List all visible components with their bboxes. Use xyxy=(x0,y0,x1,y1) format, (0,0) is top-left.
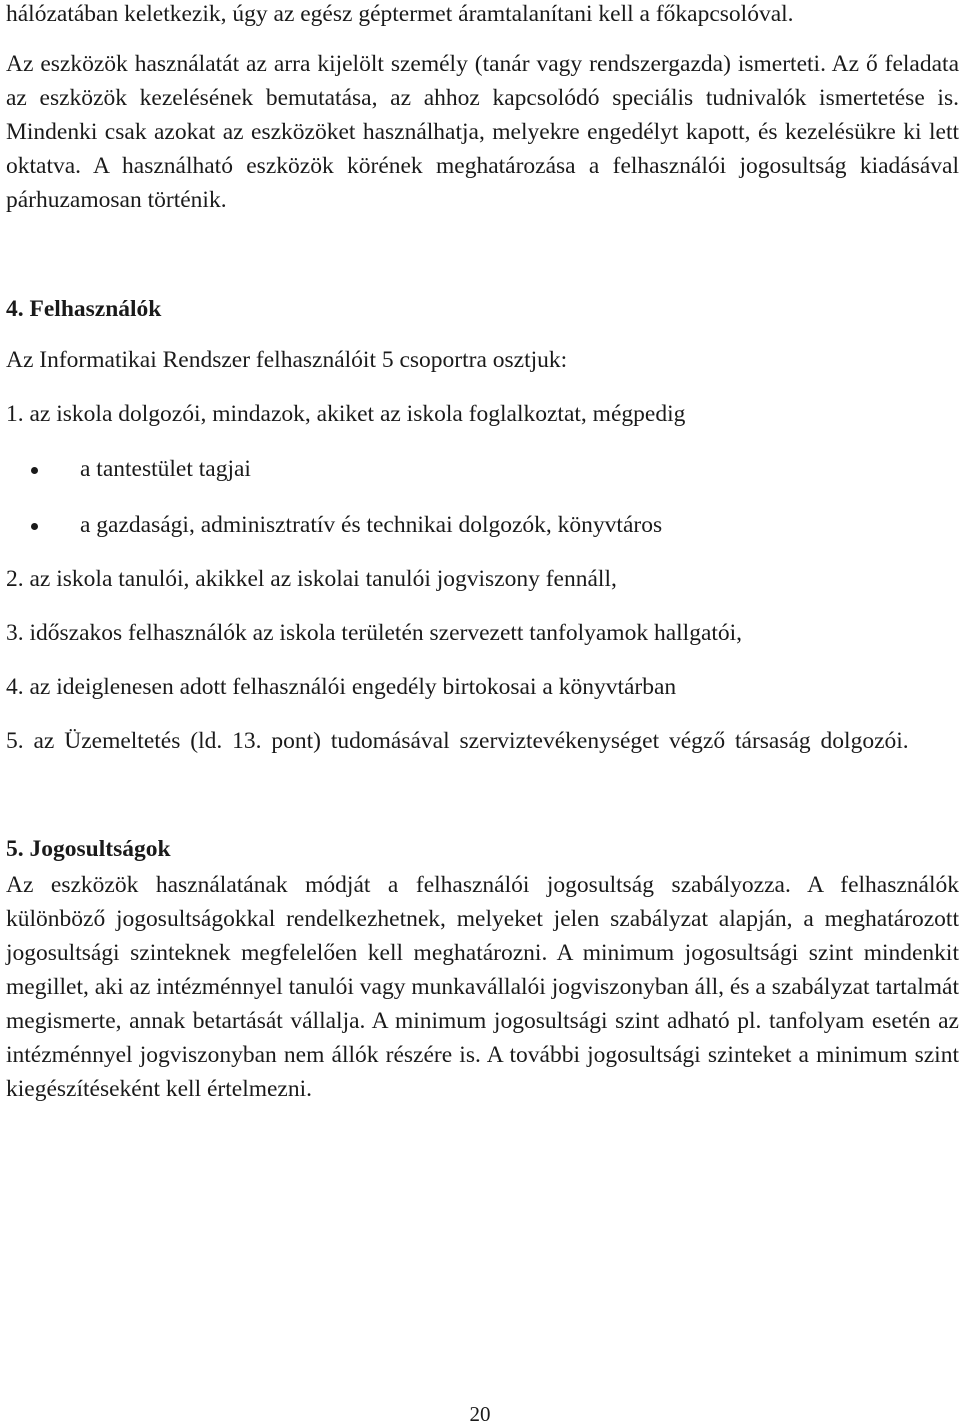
document-page xyxy=(6,0,959,1106)
list-item-4: 4. az ideiglenesen adott felhasználói engedély birtokosai a könyvtárban xyxy=(6,674,677,700)
section-5-heading: 5. Jogosultságok xyxy=(6,836,171,862)
list-item-5: 5. az Üzemeltetés (ld. 13. pont) tudomásával szerviztevékenységet végző társaság dolgozói. xyxy=(6,728,909,754)
eszkozok-paragraph: Az eszközök használatát az arra kijelölt személy (tanár vagy rendszergazda) ismerteti. Az ő feladata az eszközök kezelésének bemutatása, az ahhoz kapcsolódó speciális tudnivalók ismertetése is. Mindenki csak azokat az eszközöket használhatja, melyekre engedélyt kapott, és kezelésükre ki lett oktatva. A használható eszközök körének meghatározása a felhasználói jogosultság kiadásával párhuzamosan történik. xyxy=(6,51,959,213)
bullet-icon xyxy=(31,467,38,474)
bullet-icon xyxy=(31,523,38,530)
intro-paragraph-end: hálózatában keletkezik, úgy az egész géptermet áramtalanítani kell a főkapcsolóval. xyxy=(6,1,794,27)
list-item-1: 1. az iskola dolgozói, mindazok, akiket az iskola foglalkoztat, mégpedig xyxy=(6,401,686,427)
page-number: 20 xyxy=(469,1402,491,1426)
bullet-item xyxy=(6,452,959,486)
list-item-2: 2. az iskola tanulói, akikkel az iskolai tanulói jogviszony fennáll, xyxy=(6,566,617,592)
bullet-item xyxy=(6,508,959,542)
list-item-3: 3. időszakos felhasználók az iskola területén szervezett tanfolyamok hallgatói, xyxy=(6,620,743,646)
bullet-text: a tantestület tagjai xyxy=(80,456,251,482)
bullet-text: a gazdasági, adminisztratív és technikai dolgozók, könyvtáros xyxy=(80,512,663,538)
section-5-body: Az eszközök használatának módját a felhasználói jogosultság szabályozza. A felhasználók különböző jogosultságokkal rendelkezhetnek, melyeket jelen szabályzat alapján, a meghatározott jogosultsági szinteknek megfelelően kell meghatározni. A minimum jogosultsági szint mindenkit megillet, aki az intézménnyel tanulói vagy munkavállalói jogviszonyban áll, és a szabályzat tartalmát megismerte, annak betartását vállalja. A minimum jogosultsági szint adható pl. tanfolyam esetén az intézménnyel jogviszonyban nem állók részére is. A további jogosultsági szinteket a minimum szint kiegészítéseként kell értelmezni. xyxy=(6,872,959,1102)
bullet-list xyxy=(6,452,959,542)
section-4-intro: Az Informatikai Rendszer felhasználóit 5 csoportra osztjuk: xyxy=(6,347,568,373)
section-4-heading: 4. Felhasználók xyxy=(6,296,162,322)
